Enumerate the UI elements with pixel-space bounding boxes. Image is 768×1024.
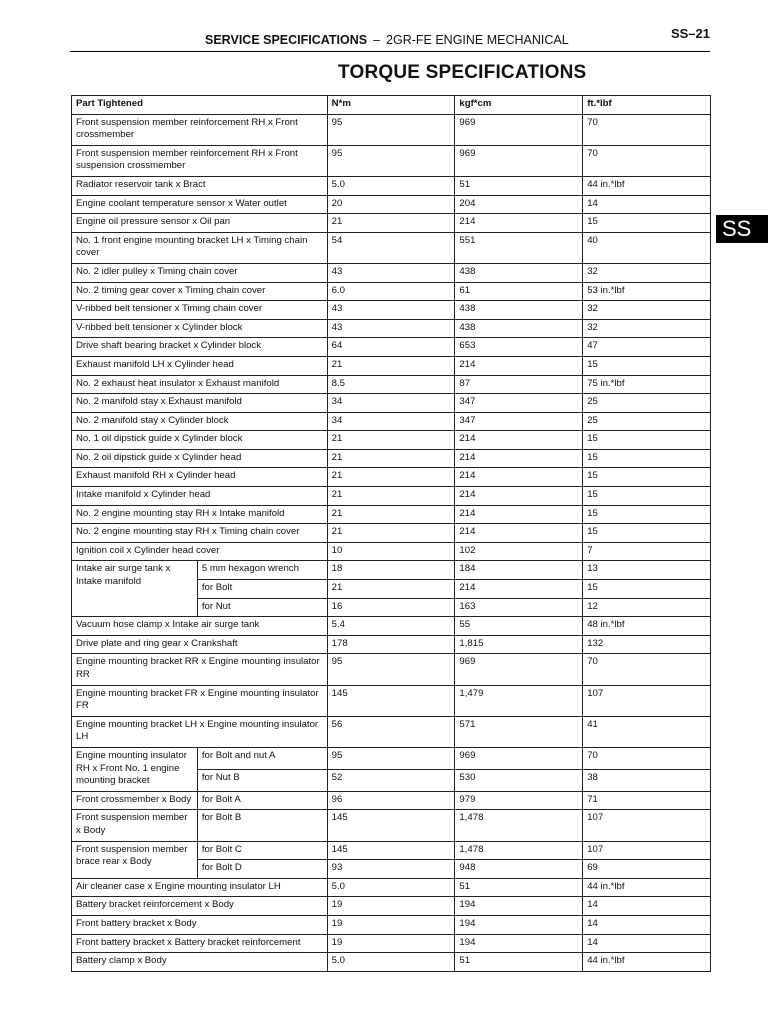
kgf-cell: 163 (455, 598, 583, 617)
nm-cell: 21 (327, 524, 455, 543)
nm-cell: 19 (327, 915, 455, 934)
part-cell: Front suspension member x Body (72, 810, 198, 841)
kgf-cell: 214 (455, 356, 583, 375)
part-cell: Engine mounting bracket FR x Engine mounting insulator FR (72, 685, 328, 716)
page-header (205, 33, 569, 47)
nm-cell: 21 (327, 449, 455, 468)
nm-cell: 54 (327, 232, 455, 263)
table-row (72, 810, 711, 841)
ft-cell: 75 in.*lbf (583, 375, 711, 394)
ft-cell: 53 in.*lbf (583, 282, 711, 301)
nm-cell: 95 (327, 145, 455, 176)
table-row (72, 319, 711, 338)
table-row (72, 431, 711, 450)
table-row (72, 449, 711, 468)
table-row (72, 412, 711, 431)
nm-cell: 21 (327, 356, 455, 375)
table-row (72, 263, 711, 282)
ft-cell: 15 (583, 524, 711, 543)
table-row (72, 878, 711, 897)
ft-cell: 132 (583, 635, 711, 654)
part-cell: Front crossmember x Body (72, 791, 198, 810)
ft-cell: 70 (583, 747, 711, 769)
ft-cell: 14 (583, 915, 711, 934)
kgf-cell: 969 (455, 747, 583, 769)
ft-cell: 32 (583, 301, 711, 320)
column-header-kgf: kgf*cm (455, 96, 583, 115)
part-cell: No. 2 engine mounting stay RH x Intake manifold (72, 505, 328, 524)
ft-cell: 71 (583, 791, 711, 810)
page-title: TORQUE SPECIFICATIONS (338, 62, 587, 83)
nm-cell: 5.0 (327, 176, 455, 195)
kgf-cell: 51 (455, 953, 583, 972)
kgf-cell: 194 (455, 897, 583, 916)
ft-cell: 32 (583, 263, 711, 282)
nm-cell: 95 (327, 747, 455, 769)
ft-cell: 15 (583, 431, 711, 450)
part-cell: Exhaust manifold RH x Cylinder head (72, 468, 328, 487)
part-cell: Drive shaft bearing bracket x Cylinder block (72, 338, 328, 357)
kgf-cell: 571 (455, 716, 583, 747)
nm-cell: 19 (327, 934, 455, 953)
nm-cell: 21 (327, 580, 455, 599)
nm-cell: 145 (327, 810, 455, 841)
ft-cell: 70 (583, 145, 711, 176)
sub-cell: for Bolt A (197, 791, 327, 810)
kgf-cell: 214 (455, 524, 583, 543)
nm-cell: 21 (327, 487, 455, 506)
table-row (72, 282, 711, 301)
table-row (72, 934, 711, 953)
kgf-cell: 1,478 (455, 810, 583, 841)
page-number: SS–21 (670, 26, 710, 41)
part-cell: Engine mounting bracket LH x Engine mounting insulator LH (72, 716, 328, 747)
kgf-cell: 51 (455, 878, 583, 897)
table-row (72, 915, 711, 934)
table-body (72, 114, 711, 971)
kgf-cell: 969 (455, 145, 583, 176)
part-cell: No. 2 engine mounting stay RH x Timing chain cover (72, 524, 328, 543)
ft-cell: 7 (583, 542, 711, 561)
kgf-cell: 204 (455, 195, 583, 214)
nm-cell: 96 (327, 791, 455, 810)
part-cell: Engine mounting insulator RH x Front No. 1 engine mounting bracket (72, 747, 198, 791)
nm-cell: 16 (327, 598, 455, 617)
kgf-cell: 214 (455, 431, 583, 450)
table-row (72, 841, 711, 860)
part-cell: Front suspension member reinforcement RH x Front crossmember (72, 114, 328, 145)
sub-cell: for Bolt B (197, 810, 327, 841)
sub-cell: for Bolt and nut A (197, 747, 327, 769)
nm-cell: 145 (327, 685, 455, 716)
ft-cell: 15 (583, 214, 711, 233)
column-header-part: Part Tightened (72, 96, 328, 115)
ft-cell: 15 (583, 468, 711, 487)
part-cell: Engine coolant temperature sensor x Water outlet (72, 195, 328, 214)
kgf-cell: 347 (455, 394, 583, 413)
kgf-cell: 51 (455, 176, 583, 195)
part-cell: Ignition coil x Cylinder head cover (72, 542, 328, 561)
ft-cell: 13 (583, 561, 711, 580)
part-cell: No. 2 idler pulley x Timing chain cover (72, 263, 328, 282)
table-row (72, 747, 711, 769)
part-cell: V-ribbed belt tensioner x Timing chain cover (72, 301, 328, 320)
table-row (72, 232, 711, 263)
kgf-cell: 214 (455, 487, 583, 506)
sub-cell: for Nut B (197, 769, 327, 791)
ft-cell: 40 (583, 232, 711, 263)
nm-cell: 21 (327, 468, 455, 487)
part-cell: Front suspension member reinforcement RH x Front suspension crossmember (72, 145, 328, 176)
nm-cell: 8.5 (327, 375, 455, 394)
nm-cell: 56 (327, 716, 455, 747)
part-cell: No. 2 oil dipstick guide x Cylinder head (72, 449, 328, 468)
part-cell: Vacuum hose clamp x Intake air surge tank (72, 617, 328, 636)
nm-cell: 95 (327, 654, 455, 685)
part-cell: Intake air surge tank x Intake manifold (72, 561, 198, 617)
sub-cell: for Bolt D (197, 860, 327, 879)
ft-cell: 15 (583, 449, 711, 468)
table-row (72, 487, 711, 506)
part-cell: Engine oil pressure sensor x Oil pan (72, 214, 328, 233)
ft-cell: 25 (583, 394, 711, 413)
ft-cell: 14 (583, 195, 711, 214)
ft-cell: 47 (583, 338, 711, 357)
nm-cell: 5.0 (327, 878, 455, 897)
ft-cell: 38 (583, 769, 711, 791)
header-section: SERVICE SPECIFICATIONS (205, 33, 368, 47)
table-row (72, 394, 711, 413)
nm-cell: 21 (327, 505, 455, 524)
kgf-cell: 438 (455, 319, 583, 338)
table-row (72, 301, 711, 320)
kgf-cell: 214 (455, 214, 583, 233)
sub-cell: for Nut (197, 598, 327, 617)
part-cell: No. 2 timing gear cover x Timing chain cover (72, 282, 328, 301)
header-rule (70, 51, 710, 52)
header-subject: 2GR-FE ENGINE MECHANICAL (386, 33, 569, 47)
section-tab: SS (716, 215, 768, 243)
nm-cell: 34 (327, 412, 455, 431)
ft-cell: 41 (583, 716, 711, 747)
ft-cell: 14 (583, 934, 711, 953)
nm-cell: 10 (327, 542, 455, 561)
part-cell: No. 2 manifold stay x Exhaust manifold (72, 394, 328, 413)
part-cell: Battery bracket reinforcement x Body (72, 897, 328, 916)
nm-cell: 43 (327, 301, 455, 320)
part-cell: No. 1 front engine mounting bracket LH x Timing chain cover (72, 232, 328, 263)
table-row (72, 176, 711, 195)
ft-cell: 107 (583, 810, 711, 841)
table-row (72, 356, 711, 375)
kgf-cell: 214 (455, 468, 583, 487)
kgf-cell: 969 (455, 114, 583, 145)
table-row (72, 617, 711, 636)
torque-table (71, 95, 711, 972)
part-cell: Front battery bracket x Body (72, 915, 328, 934)
kgf-cell: 979 (455, 791, 583, 810)
table-row (72, 716, 711, 747)
kgf-cell: 194 (455, 915, 583, 934)
table-row (72, 561, 711, 580)
table-header-row (72, 96, 711, 115)
part-cell: V-ribbed belt tensioner x Cylinder block (72, 319, 328, 338)
ft-cell: 32 (583, 319, 711, 338)
part-cell: Exhaust manifold LH x Cylinder head (72, 356, 328, 375)
ft-cell: 14 (583, 897, 711, 916)
kgf-cell: 214 (455, 505, 583, 524)
ft-cell: 69 (583, 860, 711, 879)
column-header-nm: N*m (327, 96, 455, 115)
ft-cell: 15 (583, 356, 711, 375)
kgf-cell: 184 (455, 561, 583, 580)
kgf-cell: 653 (455, 338, 583, 357)
nm-cell: 34 (327, 394, 455, 413)
kgf-cell: 214 (455, 449, 583, 468)
ft-cell: 15 (583, 487, 711, 506)
kgf-cell: 61 (455, 282, 583, 301)
kgf-cell: 438 (455, 301, 583, 320)
ft-cell: 15 (583, 580, 711, 599)
part-cell: No. 2 exhaust heat insulator x Exhaust manifold (72, 375, 328, 394)
header-dash: – (373, 33, 381, 47)
kgf-cell: 969 (455, 654, 583, 685)
nm-cell: 20 (327, 195, 455, 214)
table-row (72, 791, 711, 810)
table-row (72, 505, 711, 524)
table-row (72, 685, 711, 716)
kgf-cell: 530 (455, 769, 583, 791)
table-row (72, 195, 711, 214)
nm-cell: 95 (327, 114, 455, 145)
part-cell: Front battery bracket x Battery bracket reinforcement (72, 934, 328, 953)
kgf-cell: 1,479 (455, 685, 583, 716)
nm-cell: 21 (327, 214, 455, 233)
table-row (72, 468, 711, 487)
nm-cell: 5.4 (327, 617, 455, 636)
nm-cell: 5.0 (327, 953, 455, 972)
sub-cell: 5 mm hexagon wrench (197, 561, 327, 580)
kgf-cell: 214 (455, 580, 583, 599)
kgf-cell: 1,478 (455, 841, 583, 860)
column-header-ft: ft.*lbf (583, 96, 711, 115)
ft-cell: 44 in.*lbf (583, 176, 711, 195)
nm-cell: 6.0 (327, 282, 455, 301)
kgf-cell: 347 (455, 412, 583, 431)
part-cell: No. 1 oil dipstick guide x Cylinder block (72, 431, 328, 450)
table-row (72, 897, 711, 916)
part-cell: Battery clamp x Body (72, 953, 328, 972)
ft-cell: 70 (583, 654, 711, 685)
ft-cell: 12 (583, 598, 711, 617)
ft-cell: 107 (583, 841, 711, 860)
table-row (72, 635, 711, 654)
ft-cell: 107 (583, 685, 711, 716)
kgf-cell: 55 (455, 617, 583, 636)
part-cell: Radiator reservoir tank x Bract (72, 176, 328, 195)
part-cell: Drive plate and ring gear x Crankshaft (72, 635, 328, 654)
ft-cell: 48 in.*lbf (583, 617, 711, 636)
table-row (72, 214, 711, 233)
ft-cell: 44 in.*lbf (583, 878, 711, 897)
ft-cell: 44 in.*lbf (583, 953, 711, 972)
table-row (72, 953, 711, 972)
sub-cell: for Bolt C (197, 841, 327, 860)
table-row (72, 542, 711, 561)
part-cell: Front suspension member brace rear x Body (72, 841, 198, 878)
nm-cell: 178 (327, 635, 455, 654)
kgf-cell: 194 (455, 934, 583, 953)
table-row (72, 145, 711, 176)
kgf-cell: 551 (455, 232, 583, 263)
kgf-cell: 948 (455, 860, 583, 879)
nm-cell: 93 (327, 860, 455, 879)
nm-cell: 145 (327, 841, 455, 860)
nm-cell: 21 (327, 431, 455, 450)
table-row (72, 114, 711, 145)
ft-cell: 15 (583, 505, 711, 524)
nm-cell: 43 (327, 263, 455, 282)
ft-cell: 25 (583, 412, 711, 431)
nm-cell: 19 (327, 897, 455, 916)
nm-cell: 43 (327, 319, 455, 338)
table-row (72, 524, 711, 543)
kgf-cell: 1,815 (455, 635, 583, 654)
kgf-cell: 102 (455, 542, 583, 561)
part-cell: Air cleaner case x Engine mounting insulator LH (72, 878, 328, 897)
kgf-cell: 87 (455, 375, 583, 394)
part-cell: Engine mounting bracket RR x Engine mounting insulator RR (72, 654, 328, 685)
table-row (72, 375, 711, 394)
ft-cell: 70 (583, 114, 711, 145)
nm-cell: 18 (327, 561, 455, 580)
kgf-cell: 438 (455, 263, 583, 282)
table-row (72, 338, 711, 357)
nm-cell: 52 (327, 769, 455, 791)
table-row (72, 654, 711, 685)
part-cell: Intake manifold x Cylinder head (72, 487, 328, 506)
sub-cell: for Bolt (197, 580, 327, 599)
nm-cell: 64 (327, 338, 455, 357)
part-cell: No. 2 manifold stay x Cylinder block (72, 412, 328, 431)
